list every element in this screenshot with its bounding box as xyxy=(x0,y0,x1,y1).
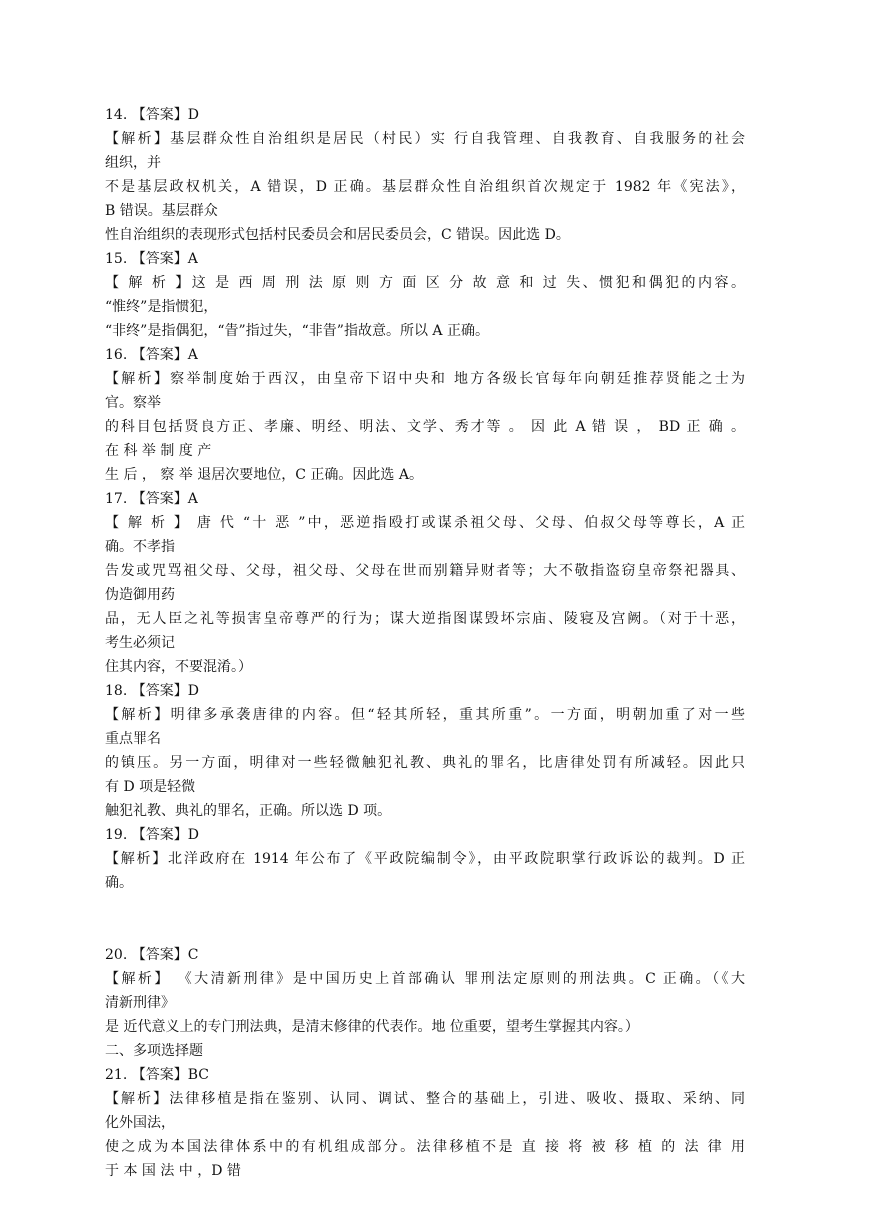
q16-answer: 16. 【答案】A xyxy=(105,347,198,363)
q15-analysis-line-1: 【 解 析 】这 是 西 周 刑 法 原 则 方 面 区 分 故 意 和 过 失、惯犯和偶犯的内容。 xyxy=(105,275,745,291)
q17-analysis-line-3: 告发或咒骂祖父母、父母，祖父母、父母在世而别籍异财者等；大不敬指盗窃皇帝祭祀器具、 xyxy=(105,563,745,579)
q21-analysis-line-3: 使之成为本国法律体系中的有机组成部分。法律移植不是 直 接 将 被 移 植 的 法 律 用 xyxy=(105,1139,745,1155)
q20-answer: 20. 【答案】C xyxy=(105,947,199,963)
q17-analysis-line-2: 确。不孝指 xyxy=(105,539,175,555)
q16-analysis-line-2: 官。察举 xyxy=(105,395,161,411)
q19-analysis-line-1: 【解析】北洋政府在 1914 年公布了《平政院编制令》，由平政院职掌行政诉讼的裁判。D 正 xyxy=(105,851,745,867)
q21-analysis-line-2: 化外国法， xyxy=(105,1115,175,1131)
q17-answer: 17. 【答案】A xyxy=(105,491,198,507)
q17-analysis-line-1: 【 解 析 】 唐 代 “十 恶 ”中，恶逆指殴打或谋杀祖父母、父母、伯叔父母等尊长，A 正 xyxy=(105,515,745,531)
q17-analysis-line-5: 品，无人臣之礼等损害皇帝尊严的行为；谋大逆指图谋毁坏宗庙、陵寝及宫阙。（对于十恶， xyxy=(105,611,745,627)
q20-analysis-line-3: 是 近代意义上的专门刑法典，是清末修律的代表作。地 位重要，望考生掌握其内容。） xyxy=(105,1019,639,1035)
q18-answer: 18. 【答案】D xyxy=(105,683,199,699)
q19-answer: 19. 【答案】D xyxy=(105,827,199,843)
q18-analysis-line-3: 的镇压。另一方面，明律对一些轻微触犯礼教、典礼的罪名，比唐律处罚有所减轻。因此只 xyxy=(105,755,745,771)
q21-analysis-line-1: 【解析】法律移植是指在鉴别、认同、调试、整合的基础上，引进、吸收、摄取、采纳、同 xyxy=(105,1091,745,1107)
q20-analysis-line-2: 清新刑律》 xyxy=(105,995,175,1011)
q14-answer: 14. 【答案】D xyxy=(105,107,199,123)
q18-analysis-line-2: 重点罪名 xyxy=(105,731,161,747)
q17-analysis-line-6: 考生必须记 xyxy=(105,635,175,651)
blank-line xyxy=(105,919,745,943)
q21-analysis-line-4: 于 本 国 法 中 ，D 错 xyxy=(105,1163,241,1179)
q16-analysis-line-4: 在 科 举 制 度 产 xyxy=(105,443,212,459)
q14-analysis-line-1: 【解析】基层群众性自治组织是居民（村民）实 行自我管理、自我教育、自我服务的社会 xyxy=(105,131,745,147)
q16-analysis-line-3: 的科目包括贤良方正、孝廉、明经、明法、文学、秀才等 。 因 此 A 错 误 ， BD 正 确 。 xyxy=(105,419,745,435)
q15-answer: 15. 【答案】A xyxy=(105,251,198,267)
q14-analysis-line-2: 组织，并 xyxy=(105,155,161,171)
q20-analysis-line-1: 【解析】 《大清新刑律》是中国历史上首部确认 罪刑法定原则的刑法典。C 正确。（《大 xyxy=(105,971,745,987)
q17-analysis-line-4: 伪造御用药 xyxy=(105,587,175,603)
q14-analysis-line-4: B 错误。基层群众 xyxy=(105,203,218,219)
q14-analysis-line-3: 不是基层政权机关，A 错误，D 正确。基层群众性自治组织首次规定于 1982 年《宪法》， xyxy=(105,179,745,195)
q14-analysis-line-5: 性自治组织的表现形式包括村民委员会和居民委员会，C 错误。因此选 D。 xyxy=(105,227,570,243)
q18-analysis-line-1: 【解析】明律多承袭唐律的内容。但“轻其所轻，重其所重”。一方面，明朝加重了对一些 xyxy=(105,707,745,723)
q15-analysis-line-2: “惟终”是指惯犯， xyxy=(105,299,218,315)
document-page xyxy=(105,103,745,1183)
q21-answer: 21. 【答案】BC xyxy=(105,1067,209,1083)
q17-analysis-line-7: 住其内容，不要混淆。） xyxy=(105,659,252,675)
q16-analysis-line-5: 生 后 ， 察 举 退居次要地位，C 正确。因此选 A。 xyxy=(105,467,423,483)
q18-analysis-line-5: 触犯礼教、典礼的罪名，正确。所以选 D 项。 xyxy=(105,803,392,819)
q15-analysis-line-3: “非终”是指偶犯，“眚”指过失，“非眚”指故意。所以 A 正确。 xyxy=(105,323,489,339)
blank-line xyxy=(105,895,745,919)
section-heading-multiple-choice: 二、多项选择题 xyxy=(105,1043,203,1059)
q16-analysis-line-1: 【解析】察举制度始于西汉，由皇帝下诏中央和 地方各级长官每年向朝廷推荐贤能之士为 xyxy=(105,371,745,387)
q19-analysis-line-2: 确。 xyxy=(105,875,133,891)
q18-analysis-line-4: 有 D 项是轻微 xyxy=(105,779,196,795)
